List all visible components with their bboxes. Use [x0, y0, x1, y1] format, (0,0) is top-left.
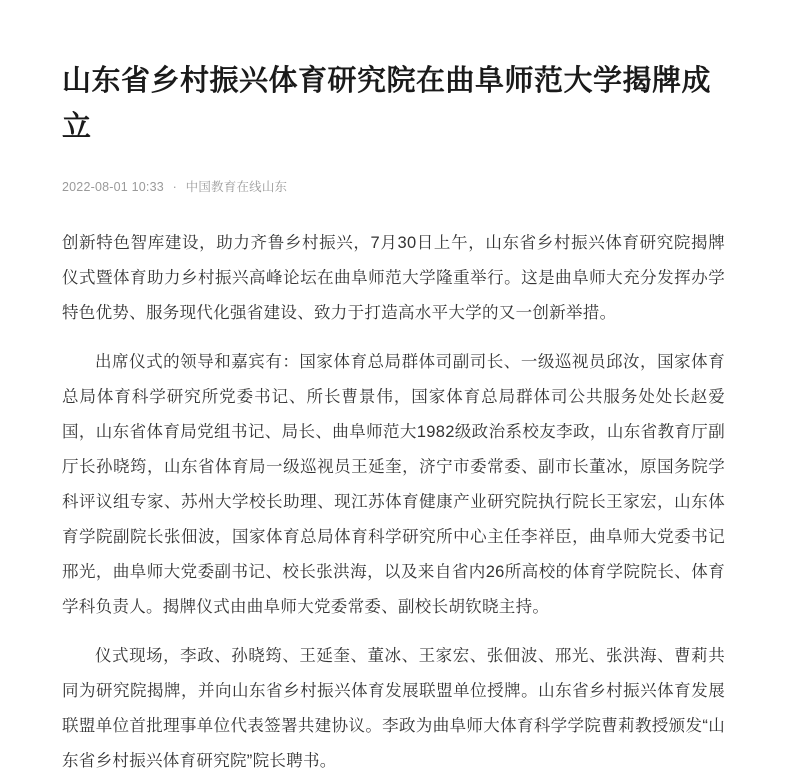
publish-datetime: 2022-08-01 10:33: [62, 180, 164, 194]
article-paragraph: 仪式现场，李政、孙晓筠、王延奎、董冰、王家宏、张佃波、邢光、张洪海、曹莉共同为研究院揭牌，并向山东省乡村振兴体育发展联盟单位授牌。山东省乡村振兴体育发展联盟单位首批理事单位代表签署共建协议。李政为曲阜师大体育科学学院曹莉教授颁发“山东省乡村振兴体育研究院”院长聘书。: [62, 647, 725, 770]
article-source: 中国教育在线山东: [185, 180, 288, 194]
meta-separator: ·: [172, 180, 177, 194]
page-title: 山东省乡村振兴体育研究院在曲阜师范大学揭牌成立: [62, 65, 712, 143]
article-meta: [62, 178, 725, 196]
article-body: [62, 226, 725, 779]
article-paragraph: 出席仪式的领导和嘉宾有：国家体育总局群体司副司长、一级巡视员邱汝，国家体育总局体育科学研究所党委书记、所长曹景伟，国家体育总局群体司公共服务处处长赵爱国，山东省体育局党组书记、局长、曲阜师范大1982级政治系校友李政，山东省教育厅副厅长孙晓筠，山东省体育局一级巡视员王延奎，济宁市委常委、副市长董冰，原国务院学科评议组专家、苏州大学校长助理、现江苏体育健康产业研究院执行院长王家宏，山东体育学院副院长张佃波，国家体育总局体育科学研究所中心主任李祥臣，曲阜师大党委书记邢光，曲阜师大党委副书记、校长张洪海，以及来自省内26所高校的体育学院院长、体育学科负责人。揭牌仪式由曲阜师大党委常委、副校长胡钦晓主持。: [62, 353, 725, 616]
article-paragraph: 创新特色智库建设，助力齐鲁乡村振兴，7月30日上午，山东省乡村振兴体育研究院揭牌仪式暨体育助力乡村振兴高峰论坛在曲阜师范大学隆重举行。这是曲阜师大充分发挥办学特色优势、服务现代化强省建设、致力于打造高水平大学的又一创新举措。: [62, 234, 725, 322]
